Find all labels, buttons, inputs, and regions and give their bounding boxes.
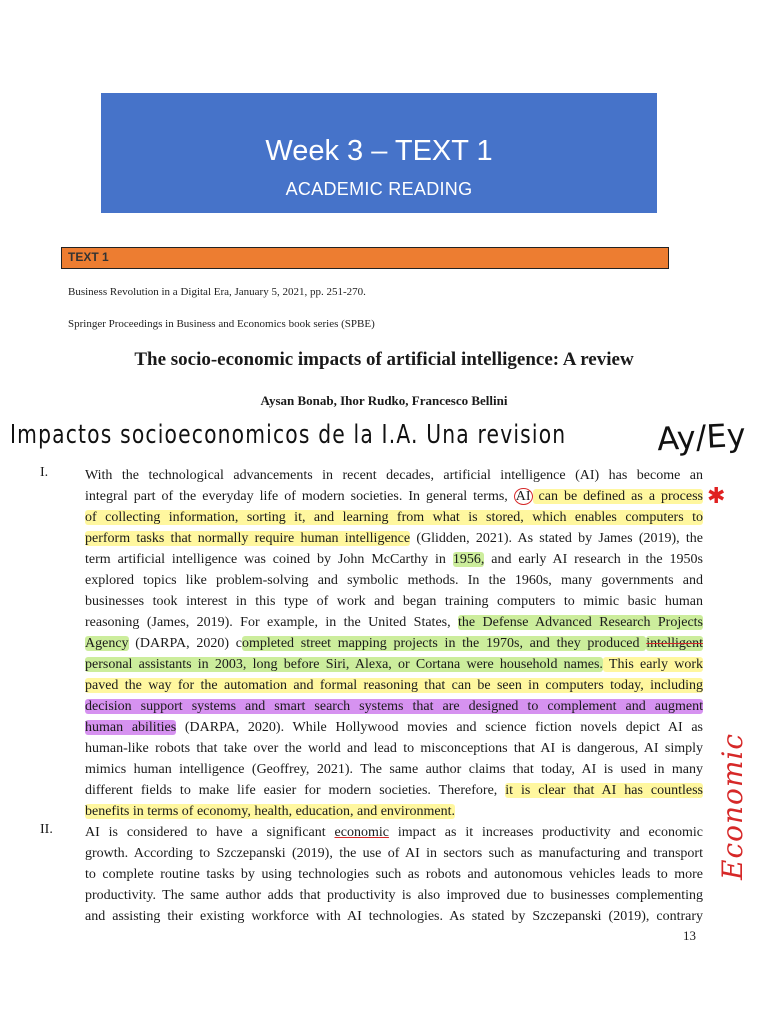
highlight-purple: decision support systems and smart search systems that are designed to complement and augment <box>85 699 703 714</box>
highlight-yellow: benefits in terms of economy, health, education, and environment. <box>85 804 455 819</box>
text-line: growth. According to Szczepanski (2019), the use of AI in sectors such as manufacturing and transport <box>85 846 703 861</box>
highlight-purple: human abilities <box>85 720 177 735</box>
handwritten-margin-note: Economic <box>716 732 749 880</box>
title-banner <box>101 93 657 213</box>
text-line <box>85 675 703 696</box>
text-line: different fields to make life easier for modern societies. Therefore, it is clear that AI has countless <box>85 783 703 798</box>
highlight-yellow: paved the way for the automation and formal reasoning that can be seen in computers today, including <box>85 678 703 693</box>
circled-word: AI <box>515 489 531 504</box>
highlight-green: Agency <box>85 636 129 651</box>
reference-line-2: Springer Proceedings in Business and Economics book series (SPBE) <box>68 318 375 330</box>
highlight-green: the Defense Advanced Research Projects <box>458 615 704 630</box>
text-line: integral part of the everyday life of modern societies. In general terms, AI can be defined as a process <box>85 489 704 504</box>
text-line: human-like robots that take over the world and lead to misconceptions that AI is dangerous, AI simply <box>85 741 703 756</box>
underlined-word: economic <box>334 825 389 840</box>
handwritten-translation: Impactos socioeconomicos de la I.A. Una revision <box>10 420 567 450</box>
highlight-green: personal assistants in 2003, long before Siri, Alexa, or Cortana were household names. <box>85 657 603 672</box>
highlight-yellow: can be defined as a process <box>532 489 704 504</box>
text-line: productivity. The same author adds that productivity is also improved due to businesses complementing <box>85 888 703 903</box>
highlight-yellow: perform tasks that normally require human intelligence <box>85 531 411 546</box>
asterisk-icon: ✱ <box>707 484 726 509</box>
text-line: businesses took interest in this type of work and began training computers to mimic basic human <box>85 594 703 609</box>
text-line: reasoning (James, 2019). For example, in the United States, the Defense Advanced Research Projects <box>85 615 704 630</box>
text-line: Agency (DARPA, 2020) completed street mapping projects in the 1970s, and they produced intelligent <box>85 636 703 651</box>
paragraph-number: II. <box>40 822 53 837</box>
banner-title: Week 3 – TEXT 1 <box>265 135 493 167</box>
page-number: 13 <box>683 928 696 943</box>
highlight-yellow: it is clear that AI has countless <box>505 783 703 798</box>
handwritten-initials: Ay/Ey <box>656 415 747 459</box>
text-line: to complete routine tasks by using technologies such as robots and autonomous vehicles leads to more <box>85 867 703 882</box>
reference-line-1: Business Revolution in a Digital Era, January 5, 2021, pp. 251-270. <box>68 286 366 298</box>
banner-subtitle: ACADEMIC READING <box>285 179 473 199</box>
text-line <box>85 696 703 717</box>
text-line <box>85 654 703 675</box>
section-bar: TEXT 1 <box>61 247 669 269</box>
strikethrough-word: intelligent <box>646 636 703 651</box>
highlight-green: 1956, <box>452 552 485 567</box>
text-line: term artificial intelligence was coined by John McCarthy in 1956, and early AI research in the 1950s <box>85 552 703 567</box>
article-authors: Aysan Bonab, Ihor Rudko, Francesco Bellini <box>260 393 508 408</box>
text-line: and assisting their existing workforce with AI technologies. As stated by Szczepanski (2019), contrary <box>85 909 703 924</box>
highlight-green: ompleted street mapping projects in the 1970s, and they produced <box>241 636 647 651</box>
paragraph-number: I. <box>40 465 49 480</box>
text-line <box>85 801 703 822</box>
text-line: mimics human intelligence (Geoffrey, 2021). The same author claims that today, AI is used in many <box>85 762 703 777</box>
text-line: explored topics like problem-solving and symbolic methods. In the 1960s, many governments and <box>85 573 703 588</box>
highlight-yellow: of collecting information, sorting it, and learning from what is stored, which enables computers to <box>85 510 703 525</box>
highlight-yellow: This early work <box>602 657 704 672</box>
article-title: The socio-economic impacts of artificial intelligence: A review <box>134 349 634 370</box>
text-line: With the technological advancements in recent decades, artificial intelligence (AI) has become an <box>85 468 703 483</box>
text-line <box>85 507 703 528</box>
text-line: perform tasks that normally require human intelligence (Glidden, 2021). As stated by James (2019), the <box>85 531 703 546</box>
text-line: AI is considered to have a significant economic impact as it increases productivity and economic <box>85 825 703 840</box>
text-line: human abilities (DARPA, 2020). While Hollywood movies and science fiction novels depict AI as <box>85 720 704 735</box>
